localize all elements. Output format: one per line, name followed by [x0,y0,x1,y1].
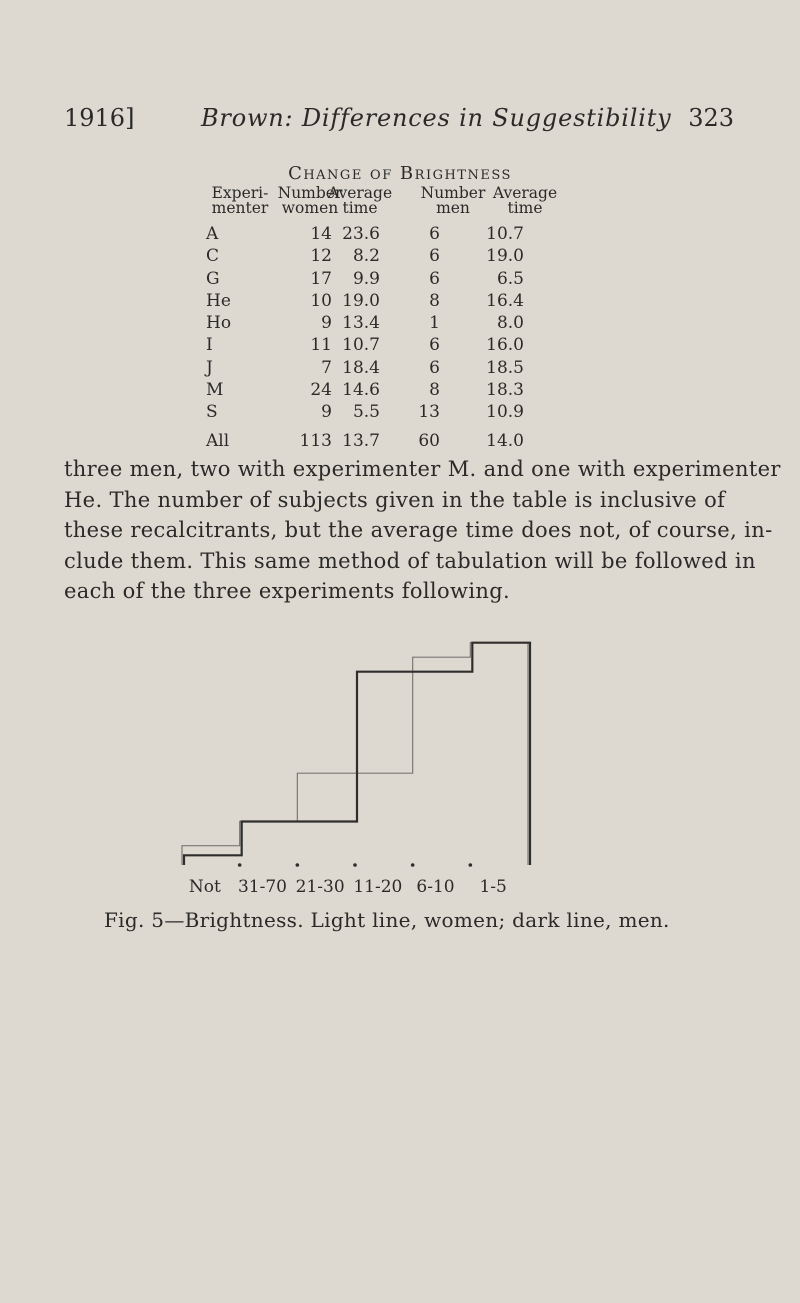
page-number: 323 [688,104,734,132]
cell-average-time-women: 23.6 [342,224,380,244]
cell-average-time-men: 16.4 [486,290,524,311]
table-row [0,269,800,291]
cell-number-women: 113 [299,430,332,451]
cell-number-men: 6 [429,268,440,289]
table-title: Change of Brightness [288,163,512,184]
paragraph-line: these recalcitrants, but the average time does not, of course, in- [64,518,773,543]
cell-number-men: 8 [429,380,440,401]
cell-average-time-men: 10.7 [486,224,524,244]
table-row [0,402,800,424]
running-title: Brown: Differences in Suggestibility [201,104,672,132]
cell-average-time-men: 8.0 [496,313,524,334]
col-header-average-time-women: Average time [327,184,393,217]
x-tick-label: 6-10 [416,877,455,897]
cell-average-time-men: 18.3 [486,380,524,401]
cell-average-time-women: 8.2 [352,246,380,267]
cell-average-time-women: 13.7 [342,430,380,451]
cell-number-women: 14 [310,224,332,244]
cell-experimenter: All [206,430,230,451]
cell-number-women: 10 [310,290,332,311]
cell-experimenter: Ho [206,313,232,334]
cell-experimenter: C [206,246,220,267]
col-header-average-time-men: Average time [492,184,558,217]
table-header [0,186,800,222]
cell-average-time-women: 14.6 [342,380,380,401]
cell-number-men: 1 [429,313,440,334]
cell-number-women: 9 [321,402,332,423]
paragraph-line: He. The number of subjects given in the table is inclusive of [64,487,726,512]
cell-number-men: 13 [418,402,440,423]
x-tick-label: 31-70 [237,877,288,897]
cell-average-time-men: 19.0 [486,246,524,267]
cell-experimenter: M [206,380,224,401]
table-row [0,358,800,380]
table-body [0,224,800,453]
cell-experimenter: A [206,224,219,244]
table-total-row [0,431,800,453]
table-row [0,291,800,313]
cell-number-women: 9 [321,313,332,334]
cell-average-time-men: 14.0 [486,430,524,451]
cell-average-time-women: 13.4 [342,313,380,334]
cell-average-time-men: 10.9 [486,402,524,423]
category-boundary-dot [353,863,357,867]
cell-average-time-women: 5.5 [352,402,380,423]
volume-year: 1916] [64,104,135,132]
body-paragraph [64,454,781,607]
table-row [0,246,800,268]
table-row [0,380,800,402]
cell-number-men: 6 [429,224,440,244]
paragraph-line: three men, two with experimenter M. and one with experimenter [64,457,781,481]
cell-number-women: 11 [310,335,332,356]
cell-number-women: 7 [321,357,332,378]
x-tick-label: 21-30 [295,877,345,897]
cell-experimenter: J [206,357,213,378]
cell-average-time-women: 18.4 [342,357,380,378]
cell-number-men: 6 [429,357,440,378]
cell-number-men: 6 [429,335,440,356]
cell-average-time-women: 9.9 [352,268,380,289]
x-tick-label: 11-20 [353,877,403,897]
cell-average-time-men: 18.5 [486,357,524,378]
cell-average-time-women: 19.0 [342,290,380,311]
cell-average-time-men: 6.5 [496,268,524,289]
brightness-step-chart [170,625,550,880]
category-boundary-dot [411,863,415,867]
figure-caption: Fig. 5—Brightness. Light line, women; dark line, men. [104,908,670,932]
cell-number-women: 17 [310,268,332,289]
col-header-experimenter: Experi- menter [211,184,269,217]
x-tick-label: Not [188,877,221,897]
series-line-women [182,643,528,865]
series-line-men [184,643,530,865]
col-header-number-men: Number men [420,184,486,217]
col-header-number-women: Number women [277,184,343,217]
x-tick-label: 1-5 [479,877,507,897]
paragraph-line: each of the three experiments following. [64,579,511,604]
table-row [0,335,800,357]
cell-number-men: 6 [429,246,440,267]
cell-number-women: 12 [310,246,332,267]
cell-experimenter: G [206,268,220,289]
cell-average-time-men: 16.0 [486,335,524,356]
category-boundary-dot [469,863,473,867]
table-row [0,313,800,335]
running-header [64,104,734,144]
cell-number-men: 60 [418,430,440,451]
cell-experimenter: He [206,290,231,311]
cell-experimenter: S [206,402,218,423]
cell-number-women: 24 [310,380,332,401]
table-row [0,224,800,246]
paragraph-line: clude them. This same method of tabulation will be followed in [64,548,756,573]
cell-experimenter: I [206,335,213,356]
cell-average-time-women: 10.7 [342,335,380,356]
category-boundary-dot [296,863,300,867]
cell-number-men: 8 [429,290,440,311]
category-boundary-dot [238,863,242,867]
